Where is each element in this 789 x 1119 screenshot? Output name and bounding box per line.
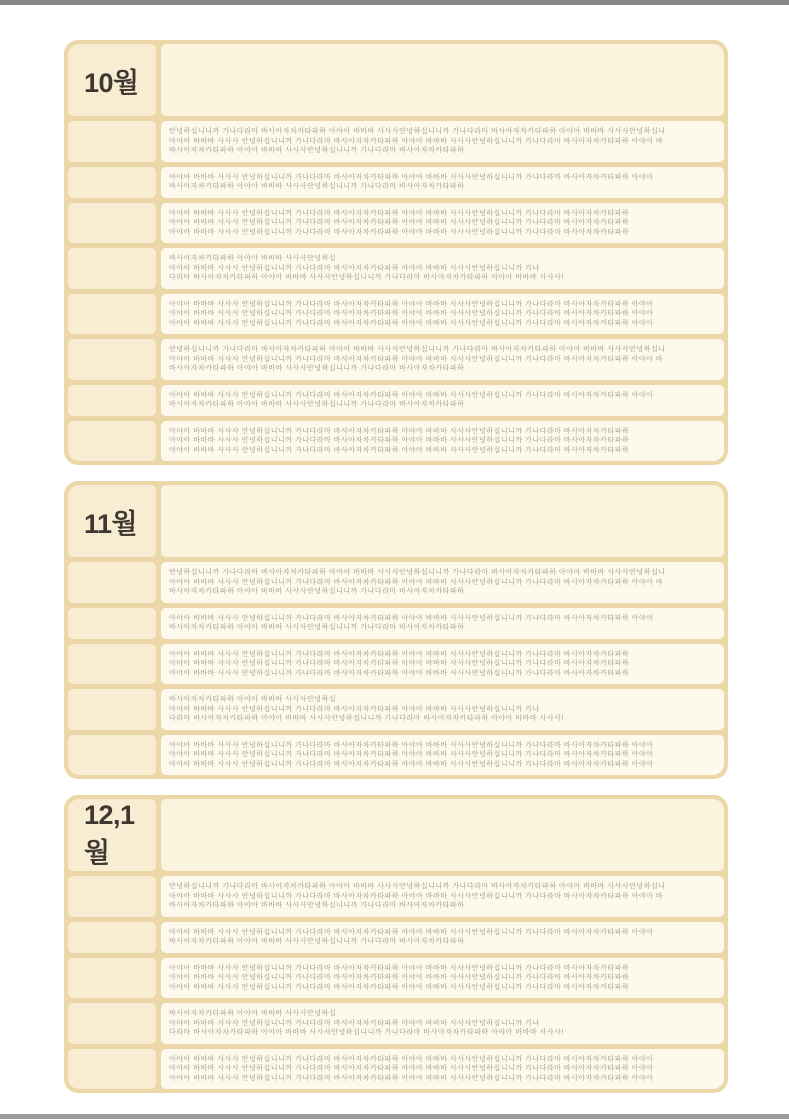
content-line: 바사아자차카타파하 아야아 바바바 사사사안녕하십 <box>169 1010 337 1017</box>
content-line: 바사아자차카타파하 아야아 바바바 사사사안녕하십니니까 가나다라마 바사아자차카타파하 <box>169 147 465 154</box>
row-label-cell <box>68 385 156 416</box>
month-label: 10월 <box>84 67 139 98</box>
table-row <box>68 876 724 917</box>
month-table <box>64 795 728 1093</box>
row-content-cell <box>161 248 724 289</box>
content-line: 아야아 바바바 사사사 안녕하십니니까 가나다라마 바사아자차카타파하 아야아 바바바 사사사안녕하십니니까 가나다라마 바사아자차카타파하 아야아 바 <box>169 355 664 363</box>
content-line: 아야아 바바바 사사사 안녕하십니니까 가나다라마 바사아자차카타파하 아야아 바바바 사사사안녕하십니니까 가나다라마 바사아자차카타파하 <box>169 964 630 972</box>
content-line: 아야아 바바바 사사사 안녕하십니니까 가나다라마 바사아자차카타파하 아야아 바바바 사사사안녕하십니니까 가나다라마 바사아자차카타파하 <box>169 437 630 444</box>
content-line: 아야아 바바바 사사사 안녕하십니니까 가나다라마 바사아자차카타파하 아야아 바바바 사사사안녕하십니니까 가나다라마 바사아자차카타파하 아야아 바 <box>169 137 664 145</box>
table-row <box>68 608 724 639</box>
content-line: 바사아자차카타파하 아야아 바바바 사사사안녕하십니니까 가나다라마 바사아자차카타파하 <box>169 902 465 909</box>
row-label-cell <box>68 1049 156 1090</box>
row-content-cell <box>161 689 724 730</box>
row-label-cell <box>68 1003 156 1044</box>
content-line: 바사아자차카타파하 아야아 바바바 사사사안녕하십 <box>169 696 337 703</box>
row-label-cell <box>68 876 156 917</box>
content-line: 아야아 바바바 사사사 안녕하십니니까 가나다라마 바사아자차카타파하 아야아 바바바 사사사안녕하십니니까 가나다라마 바사아자차카타파하 아야아 <box>169 173 654 181</box>
content-line: 아야아 바바바 사사사 안녕하십니니까 가나다라마 바사아자차카타파하 아야아 바바바 사사사안녕하십니니까 가나다라마 바사아자차카타파하 아야아 <box>169 391 654 399</box>
table-row <box>68 644 724 685</box>
row-label-cell <box>68 689 156 730</box>
row-label-cell <box>68 922 156 953</box>
row-content-cell <box>161 421 724 462</box>
content-line: 아야아 바바바 사사사 안녕하십니니까 가나다라마 바사아자차카타파하 아야아 바바바 사사사안녕하십니니까 가나다라마 바사아자차카타파하 아야아 <box>169 1055 654 1063</box>
row-content-cell <box>161 608 724 639</box>
month-table <box>64 40 728 465</box>
page-bottom-edge-bar <box>0 1114 789 1119</box>
row-content-cell <box>161 385 724 416</box>
header-content-cell <box>161 44 724 116</box>
row-content-cell <box>161 1003 724 1044</box>
table-row <box>68 339 724 380</box>
month-label-cell <box>68 485 156 557</box>
page-top-edge-bar <box>0 0 789 5</box>
content-line: 아야아 바바바 사사사 안녕하십니니까 가나다라마 바사아자차카타파하 아야아 바바바 사사사안녕하십니니까 가나다라마 바사아자차카타파하 <box>169 983 630 991</box>
row-content-cell <box>161 876 724 917</box>
content-line: 바사아자차카타파하 아야아 바바바 사사사안녕하십니니까 가나다라마 바사아자차카타파하 <box>169 401 465 408</box>
month-label: 11월 <box>84 508 138 539</box>
row-label-cell <box>68 562 156 603</box>
table-row <box>68 203 724 244</box>
content-line: 아야아 바바바 사사사 안녕하십니니까 가나다라마 바사아자차카타파하 아야아 바바바 사사사안녕하십니니까 가나다라마 바사아자차카타파하 아야아 바 <box>169 578 664 586</box>
content-line: 바사아자차카타파하 아야아 바바바 사사사안녕하십니니까 가나다라마 바사아자차카타파하 <box>169 624 465 631</box>
content-line: 아야아 바바바 사사사 안녕하십니니까 가나다라마 바사아자차카타파하 아야아 바바바 사사사안녕하십니니까 가나다라마 바사아자차카타파하 아야아 <box>169 1065 654 1072</box>
header-content-cell <box>161 485 724 557</box>
content-line: 안녕하십니니까 가나다라마 바사아자차카타파하 아야아 바바바 사사사안녕하십니니까 가나다라마 바사아자차카타파하 아야아 바바바 사사사안녕하십니 <box>169 569 666 576</box>
content-line: 아야아 바바바 사사사 안녕하십니니까 가나다라마 바사아자차카타파하 아야아 바바바 사사사안녕하십니니까 가나다라마 바사아자차카타파하 <box>169 974 630 981</box>
row-content-cell <box>161 644 724 685</box>
table-row <box>68 167 724 198</box>
month-label-cell <box>68 44 156 116</box>
table-row <box>68 958 724 999</box>
table-row <box>68 248 724 289</box>
content-line: 아야아 바바바 사사사 안녕하십니니까 가나다라마 바사아자차카타파하 아야아 바바바 사사사안녕하십니니까 가나다라마 바사아자차카타파하 <box>169 446 630 454</box>
content-line: 아야아 바바바 사사사 안녕하십니니까 가나다라마 바사아자차카타파하 아야아 바바바 사사사안녕하십니니까 가나다라마 바사아자차카타파하 아야아 <box>169 751 654 758</box>
row-content-cell <box>161 339 724 380</box>
table-row <box>68 121 724 162</box>
row-content-cell <box>161 562 724 603</box>
row-label-cell <box>68 294 156 335</box>
content-line: 아야아 바바바 사사사 안녕하십니니까 가나다라마 바사아자차카타파하 아야아 바바바 사사사안녕하십니니까 가나다라마 바사아자차카타파하 <box>169 650 630 658</box>
content-line: 다라마 바사아자차카타파하 아야아 바바바 사사사안녕하십니니까 가나다라마 바사아자차카타파하 아야아 바바바 사사사! <box>169 274 564 281</box>
table-header-row <box>68 485 724 557</box>
table-row <box>68 562 724 603</box>
content-line: 아야아 바바바 사사사 안녕하십니니까 가나다라마 바사아자차카타파하 아야아 바바바 사사사안녕하십니니까 가나다라마 바사아자차카타파하 아야아 <box>169 1074 654 1082</box>
row-content-cell <box>161 294 724 335</box>
content-line: 아야아 바바바 사사사 안녕하십니니까 가나다라마 바사아자차카타파하 아야아 바바바 사사사안녕하십니니까 가나다라마 바사아자차카타파하 <box>169 219 630 226</box>
content-line: 아야아 바바바 사사사 안녕하십니니까 가나다라마 바사아자차카타파하 아야아 바바바 사사사안녕하십니니까 가나다라마 바사아자차카타파하 <box>169 427 630 435</box>
content-line: 바사아자차카타파하 아야아 바바바 사사사안녕하십니니까 가나다라마 바사아자차카타파하 <box>169 938 465 945</box>
table-row <box>68 385 724 416</box>
content-line: 아야아 바바바 사사사 안녕하십니니까 가나다라마 바사아자차카타파하 아야아 바바바 사사사안녕하십니니까 가나다라마 바사아자차카타파하 아야아 바 <box>169 892 664 900</box>
content-line: 아야아 바바바 사사사 안녕하십니니까 가나다라마 바사아자차카타파하 아야아 바바바 사사사안녕하십니니까 가나다라마 바사아자차카타파하 <box>169 660 630 667</box>
content-line: 바사아자차카타파하 아야아 바바바 사사사안녕하십니니까 가나다라마 바사아자차카타파하 <box>169 365 465 372</box>
row-content-cell <box>161 958 724 999</box>
content-line: 아야아 바바바 사사사 안녕하십니니까 가나다라마 바사아자차카타파하 아야아 바바바 사사사안녕하십니니까 가나다라마 바사아자차카타파하 <box>169 228 630 236</box>
content-line: 아야아 바바바 사사사 안녕하십니니까 가나다라마 바사아자차카타파하 아야아 바바바 사사사안녕하십니니까 가나다라마 바사아자차카타파하 아야아 <box>169 741 654 749</box>
table-row <box>68 735 724 776</box>
content-line: 안녕하십니니까 가나다라마 바사아자차카타파하 아야아 바바바 사사사안녕하십니니까 가나다라마 바사아자차카타파하 아야아 바바바 사사사안녕하십니 <box>169 346 666 353</box>
content-line: 바사아자차카타파하 아야아 바바바 사사사안녕하십니니까 가나다라마 바사아자차카타파하 <box>169 183 465 190</box>
content-line: 아야아 바바바 사사사 안녕하십니니까 가나다라마 바사아자차카타파하 아야아 바바바 사사사안녕하십니니까 가나 <box>169 705 540 713</box>
content-line: 바사아자차카타파하 아야아 바바바 사사사안녕하십 <box>169 255 337 262</box>
row-label-cell <box>68 644 156 685</box>
header-content-cell <box>161 799 724 871</box>
month-label: 12,1월 <box>84 800 135 868</box>
row-label-cell <box>68 248 156 289</box>
month-table <box>64 481 728 779</box>
table-row <box>68 1049 724 1090</box>
table-header-row <box>68 799 724 871</box>
row-content-cell <box>161 203 724 244</box>
row-label-cell <box>68 421 156 462</box>
content-line: 아야아 바바바 사사사 안녕하십니니까 가나다라마 바사아자차카타파하 아야아 바바바 사사사안녕하십니니까 가나다라마 바사아자차카타파하 <box>169 669 630 677</box>
row-content-cell <box>161 735 724 776</box>
row-label-cell <box>68 958 156 999</box>
table-row <box>68 922 724 953</box>
row-label-cell <box>68 167 156 198</box>
table-row <box>68 1003 724 1044</box>
content-line: 아야아 바바바 사사사 안녕하십니니까 가나다라마 바사아자차카타파하 아야아 바바바 사사사안녕하십니니까 가나 <box>169 1019 540 1027</box>
content-line: 아야아 바바바 사사사 안녕하십니니까 가나다라마 바사아자차카타파하 아야아 바바바 사사사안녕하십니니까 가나다라마 바사아자차카타파하 아야아 <box>169 614 654 622</box>
row-label-cell <box>68 735 156 776</box>
row-label-cell <box>68 121 156 162</box>
content-line: 아야아 바바바 사사사 안녕하십니니까 가나다라마 바사아자차카타파하 아야아 바바바 사사사안녕하십니니까 가나다라마 바사아자차카타파하 아야아 <box>169 300 654 308</box>
row-content-cell <box>161 167 724 198</box>
content-line: 안녕하십니니까 가나다라마 바사아자차카타파하 아야아 바바바 사사사안녕하십니니까 가나다라마 바사아자차카타파하 아야아 바바바 사사사안녕하십니 <box>169 883 666 890</box>
document-page <box>64 40 728 1109</box>
table-row <box>68 294 724 335</box>
content-line: 아야아 바바바 사사사 안녕하십니니까 가나다라마 바사아자차카타파하 아야아 바바바 사사사안녕하십니니까 가나 <box>169 264 540 272</box>
month-label-cell <box>68 799 156 871</box>
content-line: 아야아 바바바 사사사 안녕하십니니까 가나다라마 바사아자차카타파하 아야아 바바바 사사사안녕하십니니까 가나다라마 바사아자차카타파하 <box>169 209 630 217</box>
table-row <box>68 689 724 730</box>
table-header-row <box>68 44 724 116</box>
row-content-cell <box>161 1049 724 1090</box>
row-content-cell <box>161 922 724 953</box>
table-row <box>68 421 724 462</box>
row-label-cell <box>68 203 156 244</box>
content-line: 다라마 바사아자차카타파하 아야아 바바바 사사사안녕하십니니까 가나다라마 바사아자차카타파하 아야아 바바바 사사사! <box>169 1029 564 1036</box>
content-line: 아야아 바바바 사사사 안녕하십니니까 가나다라마 바사아자차카타파하 아야아 바바바 사사사안녕하십니니까 가나다라마 바사아자차카타파하 아야아 <box>169 760 654 768</box>
content-line: 안녕하십니니까 가나다라마 바사아자차카타파하 아야아 바바바 사사사안녕하십니니까 가나다라마 바사아자차카타파하 아야아 바바바 사사사안녕하십니 <box>169 128 666 135</box>
content-line: 아야아 바바바 사사사 안녕하십니니까 가나다라마 바사아자차카타파하 아야아 바바바 사사사안녕하십니니까 가나다라마 바사아자차카타파하 아야아 <box>169 319 654 327</box>
content-line: 바사아자차카타파하 아야아 바바바 사사사안녕하십니니까 가나다라마 바사아자차카타파하 <box>169 588 465 595</box>
row-label-cell <box>68 608 156 639</box>
content-line: 아야아 바바바 사사사 안녕하십니니까 가나다라마 바사아자차카타파하 아야아 바바바 사사사안녕하십니니까 가나다라마 바사아자차카타파하 아야아 <box>169 928 654 936</box>
content-line: 다라마 바사아자차카타파하 아야아 바바바 사사사안녕하십니니까 가나다라마 바사아자차카타파하 아야아 바바바 사사사! <box>169 715 564 722</box>
content-line: 아야아 바바바 사사사 안녕하십니니까 가나다라마 바사아자차카타파하 아야아 바바바 사사사안녕하십니니까 가나다라마 바사아자차카타파하 아야아 <box>169 310 654 317</box>
row-content-cell <box>161 121 724 162</box>
row-label-cell <box>68 339 156 380</box>
